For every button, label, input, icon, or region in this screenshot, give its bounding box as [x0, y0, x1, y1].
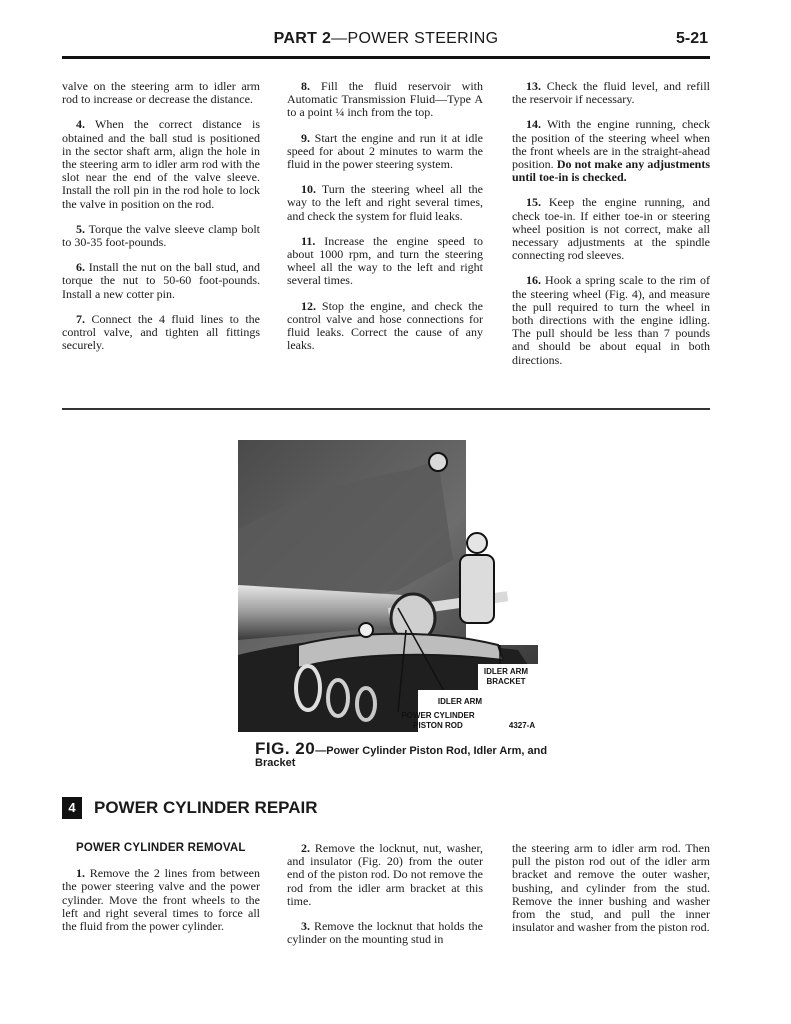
step-8 [287, 80, 483, 120]
header-part: PART 2 [273, 30, 332, 47]
step-text: Stop the engine, and check the control valve and hose connections for fluid leaks. Correct the cause of any leaks. [287, 298, 484, 353]
step-12 [287, 300, 483, 353]
label-idler-arm: IDLER ARM [437, 697, 483, 706]
top-column-1 [62, 80, 260, 364]
step-text: Start the engine and run it at idle speed for about 2 minutes to warm the fluid in the power steering system. [287, 130, 483, 172]
step-text: Check the fluid level, and refill the reservoir if necessary. [512, 79, 711, 107]
step-text: Remove the locknut that holds the cylinder on the mounting stud in [287, 919, 483, 947]
section-divider [62, 408, 710, 410]
page-header [62, 28, 710, 59]
step-text: Hook a spring scale to the rim of the steering wheel (Fig. 4), and measure the pull required to turn the wheel in both directions with the engine idling. The pull should be less than 7 pounds and should be about equal in both directions. [512, 273, 710, 367]
step-number: 3. [301, 919, 310, 934]
step-15 [512, 196, 710, 262]
step-number: 7. [76, 311, 85, 326]
mounting-nut [359, 623, 373, 637]
step-number: 1. [76, 866, 85, 881]
upper-bolt [429, 453, 447, 471]
step-warning: Do not make any adjustments until toe-in is checked. [512, 157, 711, 185]
label-idler-arm-bracket-line2: BRACKET [486, 677, 526, 686]
step-4 [62, 118, 260, 210]
step-text: Torque the valve sleeve clamp bolt to 30-35 foot-pounds. [62, 221, 260, 250]
idler-arm-bracket-bushing [460, 555, 494, 623]
step-number: 5. [76, 221, 85, 236]
step-text: Remove the 2 lines from between the power steering valve and the power cylinder. Move the front wheels to the left and right several times to force all the fluid from the power cylinder. [62, 866, 260, 934]
power-cylinder-photo-illustration [238, 440, 538, 732]
section-number-badge: 4 [62, 797, 82, 819]
step-number: 16. [526, 273, 541, 288]
step-2 [287, 842, 483, 908]
step-number: 14. [526, 117, 541, 132]
step-number: 11. [301, 233, 316, 248]
bottom-column-3 [512, 842, 710, 946]
step-number: 6. [76, 260, 85, 275]
step-text: Increase the engine speed to about 1000 rpm, and turn the steering wheel all the way to the left and right several times. [287, 233, 483, 288]
step-3 [287, 920, 483, 946]
bottom-column-1 [62, 842, 260, 945]
step-13 [512, 80, 710, 106]
section-heading [62, 796, 318, 820]
step-14 [512, 118, 710, 184]
label-idler-arm-bracket-line1: IDLER ARM [483, 667, 529, 676]
step-text: Fill the fluid reservoir with Automatic Transmission Fluid—Type A to a point ¼ inch from the top. [287, 79, 484, 120]
label-piston-rod-line2: PISTON ROD [413, 721, 463, 730]
step-number: 2. [301, 841, 310, 855]
page-number: 5-21 [675, 30, 708, 47]
step-1 [62, 867, 260, 933]
step-5 [62, 223, 260, 249]
step-6 [62, 261, 260, 301]
top-column-2 [287, 80, 483, 364]
label-piston-rod-line1: POWER CYLINDER [401, 711, 475, 720]
step-text: When the correct distance is obtained and the ball stud is positioned in the sector shaft arm, align the hole in the steering arm to idler arm rod with the slot near the end of the valve sleeve. Install the roll pin in the rod hole to lock the valve in position on the rod. [62, 117, 260, 211]
section-title: POWER CYLINDER REPAIR [94, 798, 318, 817]
paragraph-continued: valve on the steering arm to idler arm rod to increase or decrease the distance. [62, 79, 260, 107]
top-column-3 [512, 80, 710, 379]
bottom-column-2 [287, 842, 483, 958]
figure-caption-text: —Power Cylinder Piston Rod, Idler Arm, and Bracket [255, 745, 548, 769]
step-text: Connect the 4 fluid lines to the control valve, and tighten all fittings securely. [62, 311, 260, 353]
step-number: 10. [301, 182, 316, 197]
step-number: 8. [301, 79, 310, 93]
header-section-title: POWER STEERING [347, 30, 499, 47]
bracket-nut [467, 533, 487, 553]
step-number: 12. [301, 298, 316, 313]
step-number: 15. [526, 195, 541, 210]
step-10 [287, 183, 483, 223]
figure-number: FIG. 20 [255, 739, 316, 758]
subsection-heading: POWER CYLINDER REMOVAL [76, 842, 246, 854]
step-number: 4. [76, 117, 85, 132]
step-number: 9. [301, 130, 310, 145]
figure-reference-number: 4327-A [508, 721, 536, 730]
step-text: Turn the steering wheel all the way to the left and right several times, and check the system for fluid leaks. [287, 182, 483, 223]
step-text: Remove the locknut, nut, washer, and insulator (Fig. 20) from the outer end of the piston rod. Do not remove the rod from the idler arm bracket at this time. [287, 841, 484, 908]
step-text: Install the nut on the ball stud, and torque the nut to 50-60 foot-pounds. Install a new cotter pin. [62, 260, 261, 301]
header-separator: — [331, 30, 348, 47]
step-text: Keep the engine running, and check toe-in. If either toe-in or steering wheel position is not correct, make all necessary adjustments at the spindle connecting rod sleeves. [512, 195, 710, 263]
step-16 [512, 274, 710, 366]
step-text: With the engine running, check the position of the steering wheel when the front wheels are in the straight-ahead position. [512, 117, 710, 172]
figure-caption [255, 739, 555, 769]
figure-photo [238, 440, 538, 732]
step-11 [287, 235, 483, 288]
step-7 [62, 313, 260, 353]
step-number: 13. [526, 79, 541, 93]
step-9 [287, 132, 483, 172]
paragraph-continued: the steering arm to idler arm rod. Then pull the piston rod out of the idler arm bracket and remove the outer washer, bushing, and cylinder from the stud. Remove the inner bushing and washer from the stud, and pull the inner insulator and washer from the piston rod. [512, 841, 710, 935]
header-title [62, 30, 710, 48]
